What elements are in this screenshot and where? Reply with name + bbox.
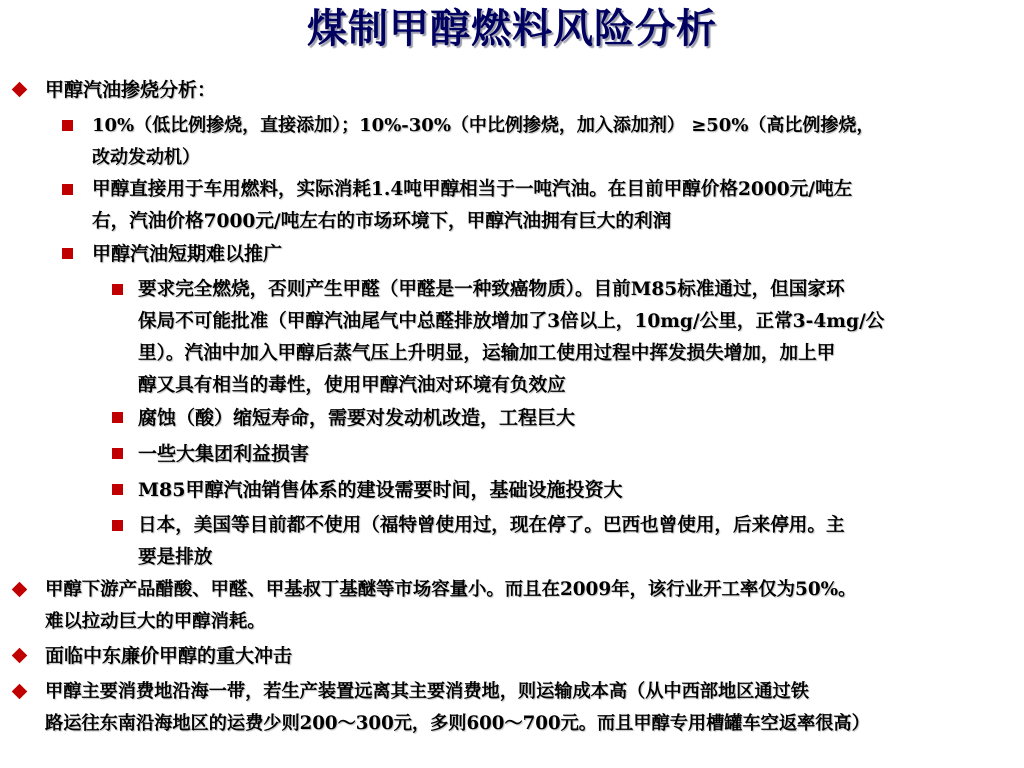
list-item-text: 10%（低比例掺烧，直接添加）；10%-30%（中比例掺烧，加入添加剂） ≥50%（高比例掺烧， — [92, 115, 875, 136]
list-item-text: 路运往东南沿海地区的运费少则200～300元，多则600～700元。而且甲醇专用槽罐车空返率很高） — [45, 713, 870, 734]
list-item-text: 甲醇下游产品醋酸、甲醛、甲基叔丁基醚等市场容量小。而且在2009年，该行业开工率仅为50%。 — [45, 579, 857, 600]
list-item-text: 甲醇汽油掺烧分析： — [45, 79, 217, 101]
diamond-bullet-icon — [12, 684, 28, 700]
square-bullet-icon — [62, 120, 73, 131]
list-item-text: 改动发动机） — [92, 147, 200, 168]
square-bullet-icon — [62, 248, 73, 259]
list-item-text: 难以拉动巨大的甲醇消耗。 — [45, 611, 266, 632]
diamond-bullet-icon — [12, 582, 28, 598]
list-item-text: 面临中东廉价甲醇的重大冲击 — [45, 645, 293, 667]
square-bullet-icon — [62, 184, 73, 195]
square-bullet-icon — [112, 284, 123, 295]
list-item-text: 右，汽油价格7000元/吨左右的市场环境下，甲醇汽油拥有巨大的利润 — [92, 211, 672, 232]
page-title: 煤制甲醇燃料风险分析 — [307, 6, 717, 52]
square-bullet-icon — [112, 448, 123, 459]
list-item-text: 要求完全燃烧，否则产生甲醛（甲醛是一种致癌物质）。目前M85标准通过，但国家环 — [138, 279, 845, 300]
list-item-text: M85甲醇汽油销售体系的建设需要时间，基础设施投资大 — [138, 479, 623, 501]
square-bullet-icon — [112, 520, 123, 531]
square-bullet-icon — [112, 484, 123, 495]
list-item-text: 一些大集团利益损害 — [138, 443, 310, 465]
list-item-text: 里）。汽油中加入甲醇后蒸气压上升明显，运输加工使用过程中挥发损失增加，加上甲 — [138, 343, 836, 364]
list-item-text: 保局不可能批准（甲醇汽油尾气中总醛排放增加了3倍以上，10mg/公里，正常3-4mg/公 — [138, 311, 885, 332]
list-item-text: 腐蚀（酸）缩短寿命，需要对发动机改造，工程巨大 — [138, 407, 576, 429]
diamond-bullet-icon — [12, 82, 28, 98]
list-item-text: 日本，美国等目前都不使用（福特曾使用过，现在停了。巴西也曾使用，后来停用。主 — [138, 515, 845, 536]
list-item-text: 甲醇主要消费地沿海一带，若生产装置远离其主要消费地，则运输成本高（从中西部地区通过铁 — [45, 681, 809, 702]
list-item-text: 甲醇汽油短期难以推广 — [92, 243, 283, 265]
list-item-text: 要是排放 — [138, 547, 213, 568]
square-bullet-icon — [112, 412, 123, 423]
list-item-text: 醇又具有相当的毒性，使用甲醇汽油对环境有负效应 — [138, 375, 566, 396]
diamond-bullet-icon — [12, 648, 28, 664]
list-item-text: 甲醇直接用于车用燃料，实际消耗1.4吨甲醇相当于一吨汽油。在目前甲醇价格2000元/吨左 — [92, 179, 853, 200]
